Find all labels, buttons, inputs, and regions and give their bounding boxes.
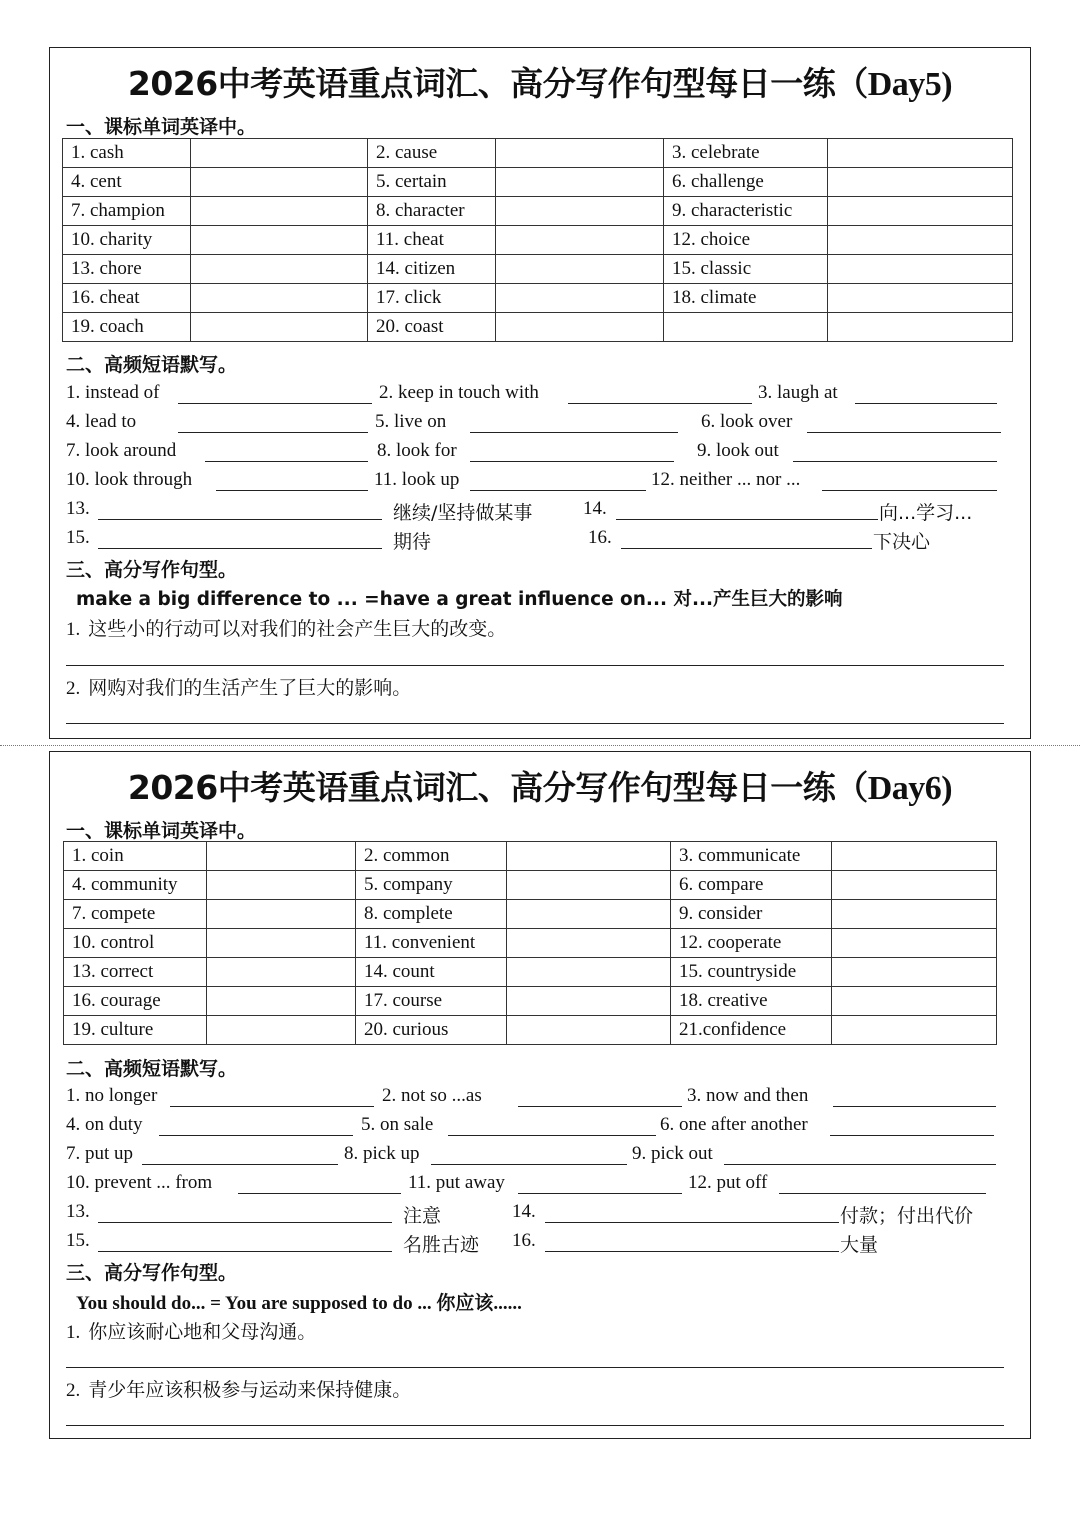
answer-blank[interactable] (178, 432, 368, 433)
vocab-answer-cell[interactable] (828, 313, 1013, 342)
answer-blank[interactable] (431, 1164, 627, 1165)
vocab-word: 1. coin (64, 842, 207, 871)
answer-blank[interactable] (98, 1222, 392, 1223)
phrase-item: 1. no longer (66, 1085, 158, 1106)
vocab-answer-cell[interactable] (828, 139, 1013, 168)
phrase-row (66, 440, 1006, 468)
answer-blank[interactable] (518, 1106, 682, 1107)
vocab-word: 19. coach (63, 313, 191, 342)
vocab-word: 4. cent (63, 168, 191, 197)
vocab-answer-cell[interactable] (507, 842, 671, 871)
vocab-row (64, 958, 997, 987)
vocab-answer-cell[interactable] (191, 284, 368, 313)
chinese-meaning: 名胜古迹 (403, 1234, 480, 1256)
vocab-word: 5. company (356, 871, 507, 900)
chinese-meaning: 大量 (840, 1234, 879, 1256)
vocab-answer-cell[interactable] (496, 284, 664, 313)
vocabulary-table (62, 138, 1013, 342)
answer-blank[interactable] (855, 403, 997, 404)
section-phrases-heading: 二、高频短语默写。 (66, 1058, 238, 1080)
vocab-word: 8. complete (356, 900, 507, 929)
vocab-answer-cell[interactable] (496, 197, 664, 226)
vocab-answer-cell[interactable] (507, 958, 671, 987)
phrase-item: 5. on sale (361, 1114, 434, 1135)
vocab-answer-cell[interactable] (191, 313, 368, 342)
vocab-answer-cell[interactable] (507, 987, 671, 1016)
chinese-meaning: 付款；付出代价 (840, 1205, 974, 1227)
vocab-answer-cell[interactable] (496, 226, 664, 255)
phrase-item: 12. neither ... nor ... (651, 469, 801, 490)
vocab-answer-cell[interactable] (832, 900, 997, 929)
phrase-item: 3. now and then (687, 1085, 809, 1106)
vocab-word (664, 313, 828, 342)
vocab-row (63, 284, 1013, 313)
answer-blank[interactable] (98, 1251, 392, 1252)
page-title: 2026中考英语重点词汇、高分写作句型每日一练（Day5) (127, 64, 953, 103)
vocab-word: 7. compete (64, 900, 207, 929)
vocab-word: 9. characteristic (664, 197, 828, 226)
phrase-item: 6. one after another (660, 1114, 808, 1135)
vocab-answer-cell[interactable] (507, 929, 671, 958)
phrase-item: 9. pick out (632, 1143, 713, 1164)
vocab-word: 20. curious (356, 1016, 507, 1045)
vocab-answer-cell[interactable] (207, 929, 356, 958)
phrase-row (66, 498, 1006, 526)
sentence-pattern: make a big difference to ... =have a great influence on... 对...产生巨大的影响 (76, 589, 843, 610)
vocab-answer-cell[interactable] (207, 871, 356, 900)
answer-blank[interactable] (830, 1135, 994, 1136)
answer-blank[interactable] (833, 1106, 996, 1107)
vocab-row (64, 1016, 997, 1045)
translation-question: 2. 网购对我们的生活产生了巨大的影响。 (66, 677, 412, 699)
vocab-word: 15. countryside (671, 958, 832, 987)
vocab-word: 11. convenient (356, 929, 507, 958)
vocab-word: 10. control (64, 929, 207, 958)
vocab-row (64, 871, 997, 900)
vocab-word: 4. community (64, 871, 207, 900)
chinese-meaning: 继续/坚持做某事 (393, 502, 533, 524)
vocab-word: 11. cheat (368, 226, 496, 255)
phrase-row (66, 1085, 1006, 1113)
answer-blank[interactable] (568, 403, 752, 404)
vocab-answer-cell[interactable] (207, 987, 356, 1016)
answer-blank[interactable] (142, 1164, 338, 1165)
chinese-meaning: 注意 (403, 1205, 442, 1227)
vocab-answer-cell[interactable] (507, 1016, 671, 1045)
phrase-item: 3. laugh at (758, 382, 838, 403)
phrase-item: 7. look around (66, 440, 177, 461)
phrase-item: 11. put away (408, 1172, 505, 1193)
phrase-item: 10. look through (66, 469, 193, 490)
answer-line[interactable] (66, 723, 1004, 724)
vocab-word: 20. coast (368, 313, 496, 342)
vocab-answer-cell[interactable] (832, 958, 997, 987)
vocab-answer-cell[interactable] (828, 255, 1013, 284)
phrase-item: 4. lead to (66, 411, 137, 432)
vocab-word: 14. count (356, 958, 507, 987)
phrase-item: 8. pick up (344, 1143, 420, 1164)
answer-blank[interactable] (178, 403, 372, 404)
vocab-word: 17. course (356, 987, 507, 1016)
phrase-item: 7. put up (66, 1143, 134, 1164)
answer-blank[interactable] (159, 1135, 353, 1136)
vocab-word: 18. creative (671, 987, 832, 1016)
phrase-number: 15. (66, 1230, 90, 1251)
vocab-word: 5. certain (368, 168, 496, 197)
vocab-answer-cell[interactable] (832, 987, 997, 1016)
vocab-word: 9. consider (671, 900, 832, 929)
vocab-word: 6. compare (671, 871, 832, 900)
answer-blank[interactable] (793, 461, 997, 462)
vocab-word: 10. charity (63, 226, 191, 255)
answer-blank[interactable] (238, 1193, 401, 1194)
vocab-row (64, 929, 997, 958)
vocab-word: 12. choice (664, 226, 828, 255)
section-phrases-heading: 二、高频短语默写。 (66, 354, 238, 376)
phrase-row (66, 1172, 1006, 1200)
section-writing-heading: 三、高分写作句型。 (66, 1262, 238, 1284)
vocab-answer-cell[interactable] (191, 139, 368, 168)
vocab-row (64, 900, 997, 929)
vocab-answer-cell[interactable] (191, 226, 368, 255)
vocab-row (64, 987, 997, 1016)
answer-blank[interactable] (470, 461, 674, 462)
phrase-item: 6. look over (701, 411, 793, 432)
chinese-meaning: 下决心 (873, 531, 931, 553)
vocab-answer-cell[interactable] (496, 168, 664, 197)
vocab-word: 3. celebrate (664, 139, 828, 168)
vocab-answer-cell[interactable] (507, 871, 671, 900)
vocab-word: 13. chore (63, 255, 191, 284)
vocab-word: 17. click (368, 284, 496, 313)
answer-blank[interactable] (216, 490, 368, 491)
translation-question: 2. 青少年应该积极参与运动来保持健康。 (66, 1379, 412, 1401)
vocab-word: 14. citizen (368, 255, 496, 284)
vocab-answer-cell[interactable] (828, 168, 1013, 197)
chinese-meaning: 期待 (393, 531, 432, 553)
vocab-word: 16. cheat (63, 284, 191, 313)
section-writing-heading: 三、高分写作句型。 (66, 559, 238, 581)
vocab-answer-cell[interactable] (496, 255, 664, 284)
vocab-word: 6. challenge (664, 168, 828, 197)
answer-blank[interactable] (779, 1193, 986, 1194)
answer-blank[interactable] (170, 1106, 374, 1107)
phrase-item: 9. look out (697, 440, 779, 461)
worksheet-day6 (49, 751, 1031, 1439)
answer-blank[interactable] (470, 432, 678, 433)
vocab-answer-cell[interactable] (207, 1016, 356, 1045)
answer-blank[interactable] (724, 1164, 996, 1165)
answer-blank[interactable] (621, 548, 872, 549)
vocab-row (63, 139, 1013, 168)
answer-line[interactable] (66, 1425, 1004, 1426)
phrase-row (66, 1114, 1006, 1142)
phrase-row (66, 382, 1006, 410)
vocab-word: 7. champion (63, 197, 191, 226)
vocab-answer-cell[interactable] (832, 871, 997, 900)
phrase-row (66, 411, 1006, 439)
answer-line[interactable] (66, 665, 1004, 666)
phrase-number: 14. (583, 498, 607, 519)
vocab-word: 13. correct (64, 958, 207, 987)
section-vocabulary-heading: 一、课标单词英译中。 (66, 820, 257, 842)
translation-question: 1. 这些小的行动可以对我们的社会产生巨大的改变。 (66, 618, 507, 640)
answer-blank[interactable] (470, 490, 646, 491)
vocab-word: 19. culture (64, 1016, 207, 1045)
phrase-item: 12. put off (688, 1172, 768, 1193)
vocab-word: 2. cause (368, 139, 496, 168)
vocab-answer-cell[interactable] (191, 255, 368, 284)
vocab-row (64, 842, 997, 871)
vocab-answer-cell[interactable] (832, 929, 997, 958)
vocab-word: 1. cash (63, 139, 191, 168)
vocab-word: 21.confidence (671, 1016, 832, 1045)
vocab-row (63, 168, 1013, 197)
vocab-row (63, 313, 1013, 342)
answer-blank[interactable] (98, 519, 382, 520)
answer-line[interactable] (66, 1367, 1004, 1368)
phrase-row (66, 1201, 1006, 1229)
phrase-number: 13. (66, 1201, 90, 1222)
vocab-row (63, 197, 1013, 226)
section-vocabulary-heading: 一、课标单词英译中。 (66, 116, 257, 138)
answer-blank[interactable] (616, 519, 878, 520)
answer-blank[interactable] (807, 432, 1001, 433)
vocab-answer-cell[interactable] (832, 842, 997, 871)
page-divider (0, 745, 1080, 746)
phrase-row (66, 1230, 1006, 1258)
phrase-item: 2. keep in touch with (379, 382, 539, 403)
vocab-answer-cell[interactable] (832, 1016, 997, 1045)
vocab-answer-cell[interactable] (507, 900, 671, 929)
vocab-word: 3. communicate (671, 842, 832, 871)
vocab-answer-cell[interactable] (828, 197, 1013, 226)
vocab-row (63, 255, 1013, 284)
vocab-word: 18. climate (664, 284, 828, 313)
phrase-number: 16. (588, 527, 612, 548)
phrase-number: 15. (66, 527, 90, 548)
chinese-meaning: 向...学习... (879, 502, 973, 524)
worksheet-day5 (49, 47, 1031, 739)
answer-blank[interactable] (205, 461, 368, 462)
answer-blank[interactable] (545, 1251, 839, 1252)
phrase-item: 11. look up (374, 469, 460, 490)
phrase-item: 2. not so ...as (382, 1085, 482, 1106)
vocab-answer-cell[interactable] (207, 842, 356, 871)
vocab-answer-cell[interactable] (207, 900, 356, 929)
answer-blank[interactable] (822, 490, 997, 491)
answer-blank[interactable] (518, 1193, 682, 1194)
vocab-answer-cell[interactable] (828, 226, 1013, 255)
page-title: 2026中考英语重点词汇、高分写作句型每日一练（Day6) (127, 768, 953, 807)
vocab-answer-cell[interactable] (828, 284, 1013, 313)
phrase-item: 1. instead of (66, 382, 160, 403)
vocab-answer-cell[interactable] (496, 139, 664, 168)
translation-question: 1. 你应该耐心地和父母沟通。 (66, 1321, 317, 1343)
vocab-word: 15. classic (664, 255, 828, 284)
vocab-answer-cell[interactable] (191, 168, 368, 197)
phrase-item: 8. look for (377, 440, 457, 461)
phrase-number: 13. (66, 498, 90, 519)
phrase-item: 4. on duty (66, 1114, 143, 1135)
vocab-row (63, 226, 1013, 255)
vocab-word: 2. common (356, 842, 507, 871)
vocab-word: 16. courage (64, 987, 207, 1016)
vocabulary-table (63, 841, 997, 1045)
phrase-number: 16. (512, 1230, 536, 1251)
phrase-item: 5. live on (375, 411, 447, 432)
phrase-number: 14. (512, 1201, 536, 1222)
sentence-pattern: You should do... = You are supposed to do ... 你应该...... (76, 1293, 522, 1314)
vocab-answer-cell[interactable] (207, 958, 356, 987)
vocab-answer-cell[interactable] (191, 197, 368, 226)
vocab-answer-cell[interactable] (496, 313, 664, 342)
phrase-row (66, 527, 1006, 555)
answer-blank[interactable] (448, 1135, 656, 1136)
answer-blank[interactable] (98, 548, 382, 549)
phrase-row (66, 1143, 1006, 1171)
answer-blank[interactable] (545, 1222, 839, 1223)
vocab-word: 8. character (368, 197, 496, 226)
vocab-word: 12. cooperate (671, 929, 832, 958)
phrase-item: 10. prevent ... from (66, 1172, 213, 1193)
phrase-row (66, 469, 1006, 497)
